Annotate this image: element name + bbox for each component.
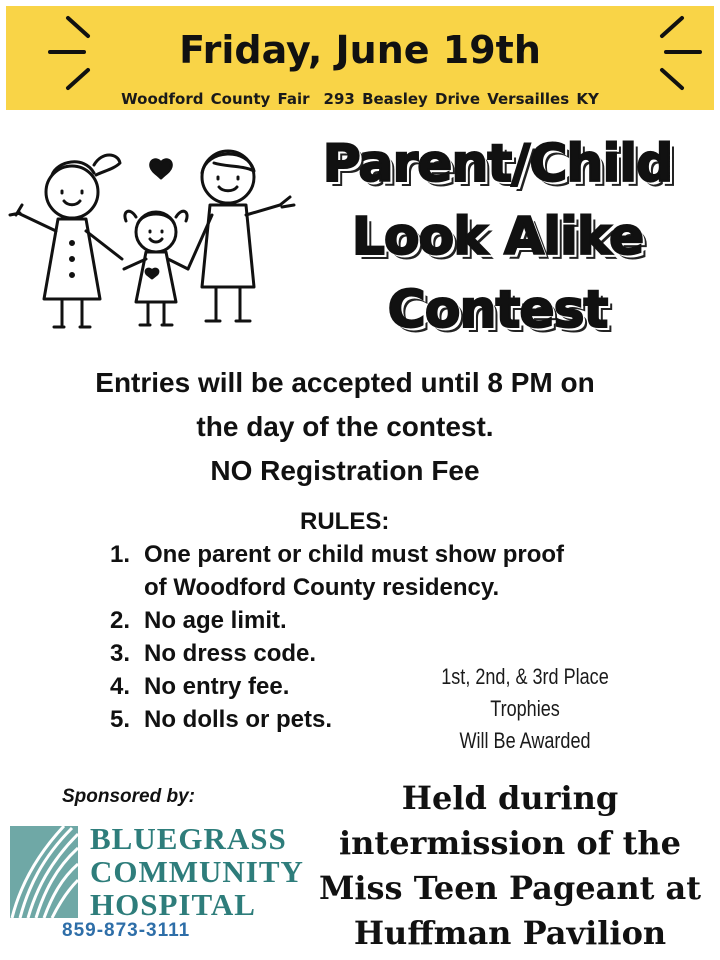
rule-number: 5.	[110, 706, 131, 733]
rule-text: No age limit.	[144, 607, 287, 634]
registration-fee-note: NO Registration Fee	[210, 455, 480, 486]
hospital-logo	[10, 821, 304, 922]
hospital-name-line-1: BLUEGRASS	[90, 821, 287, 856]
date-banner	[6, 6, 714, 110]
entries-deadline-line-2: the day of the contest.	[196, 411, 494, 442]
hospital-name	[90, 821, 304, 923]
rule-number: 2.	[110, 607, 131, 634]
rule-number: 4.	[110, 673, 131, 700]
event-location	[6, 90, 714, 108]
rule-item	[110, 604, 630, 637]
heart-icon	[151, 160, 172, 178]
trophies-note	[406, 661, 644, 757]
rule-text: No entry fee.	[144, 673, 290, 700]
title-line-3: Contest	[387, 280, 608, 340]
event-date: Friday, June 19th	[179, 28, 541, 72]
trophies-line-1: 1st, 2nd, & 3rd Place Trophies	[441, 664, 609, 721]
rule-text: No dress code.	[144, 640, 317, 667]
contest-title	[285, 128, 710, 347]
held-line-1: Held during	[401, 779, 619, 817]
burst-lines-right-icon	[646, 10, 706, 100]
rule-text: No dolls or pets.	[144, 706, 333, 733]
rule-text: One parent or child must show proof of Woodford County residency.	[144, 541, 565, 601]
rule-number: 3.	[110, 640, 131, 667]
rule-item	[110, 538, 590, 604]
trophies-line-2: Will Be Awarded	[459, 728, 591, 753]
venue-address: 293 Beasley Drive Versailles KY	[323, 90, 599, 108]
hospital-name-line-2: COMMUNITY	[90, 854, 304, 889]
rules-heading: RULES:	[300, 508, 390, 535]
sponsored-by-label: Sponsored by:	[62, 786, 196, 807]
hospital-logo-mark-icon	[10, 826, 78, 918]
venue-name: Woodford County Fair	[121, 90, 310, 108]
rule-number: 1.	[110, 541, 131, 568]
held-line-3: Miss Teen Pageant at	[318, 869, 702, 907]
hospital-phone: 859-873-3111	[62, 920, 191, 941]
held-line-4: Huffman Pavilion	[353, 914, 667, 952]
hospital-name-line-3: HOSPITAL	[90, 887, 256, 922]
entries-deadline-line-1: Entries will be accepted until 8 PM on	[95, 367, 595, 398]
family-stick-figures-icon	[6, 135, 296, 335]
title-line-1: Parent/Child	[322, 134, 673, 194]
title-line-2: Look Alike	[351, 207, 644, 267]
held-line-2: intermission of the	[338, 824, 682, 862]
event-schedule-note	[300, 776, 720, 956]
